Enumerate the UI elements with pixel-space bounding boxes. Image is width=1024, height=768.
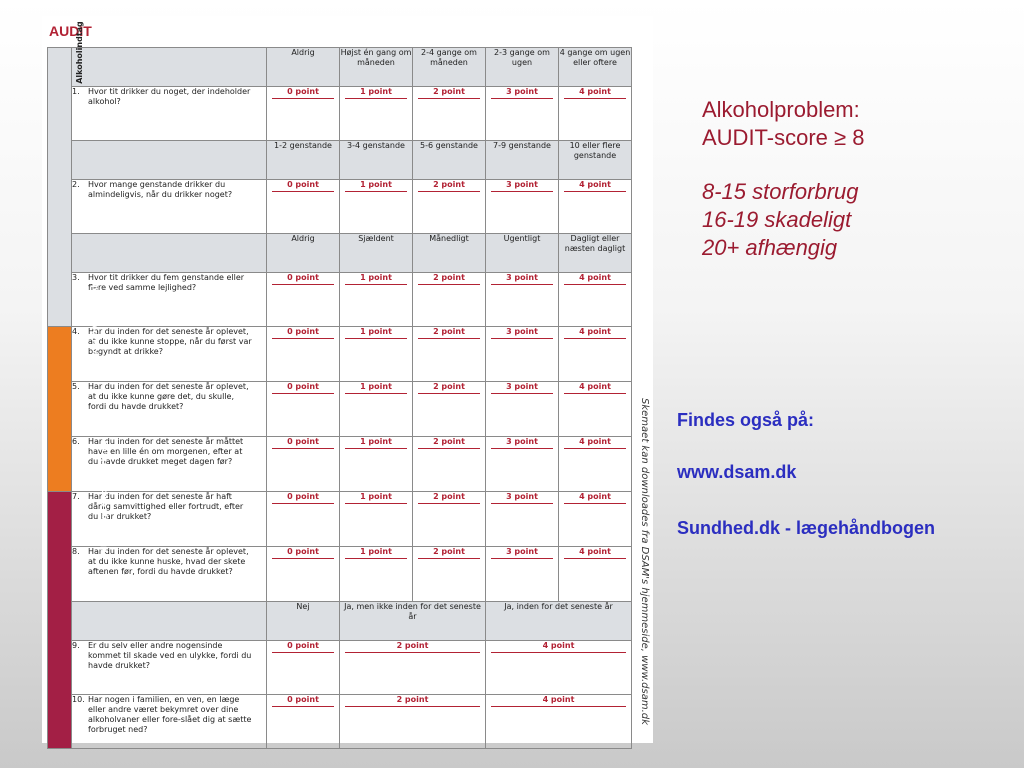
column-header: Ugentligt [486, 234, 559, 273]
column-header: 2-3 gange om ugen [486, 48, 559, 87]
range-afhaengig: 20+ afhængig [702, 235, 838, 260]
score-option: 3 point [491, 327, 553, 339]
question-text: Har nogen i familien, en ven, en læge eller andre været bekymret over dine alkoholvaner eller fore-slået dig at sætte forbruget ned? [88, 695, 252, 734]
score-option: 2 point [418, 547, 480, 559]
score-option: 2 point [418, 382, 480, 394]
question-number: 2. [72, 180, 80, 189]
question-text: Hvor tit drikker du noget, der indeholder alkohol? [88, 87, 251, 106]
audit-form-image [42, 16, 653, 743]
question-text: Hvor tit drikker du fem genstande eller flere ved samme lejlighed? [88, 273, 245, 292]
score-option: 2 point [418, 437, 480, 449]
score-option: 1 point [345, 87, 407, 99]
score-option: 2 point [418, 327, 480, 339]
score-option: 3 point [491, 87, 553, 99]
score-option: 4 point [564, 492, 626, 504]
download-note: Skemaet kan downloades fra DSAM's hjemmeside, www.dsam.dk [639, 398, 650, 725]
column-header: 2-4 gange om måneden [413, 48, 486, 87]
question-row [48, 641, 632, 695]
score-option: 1 point [345, 327, 407, 339]
column-header: Aldrig [267, 234, 340, 273]
score-option: 0 point [272, 437, 334, 449]
question-row [48, 180, 632, 234]
score-option: 1 point [345, 492, 407, 504]
question-number: 6. [72, 437, 80, 446]
score-option: 2 point [418, 180, 480, 192]
question-number: 10. [72, 695, 85, 704]
score-option: 0 point [272, 641, 334, 653]
score-option: 3 point [491, 492, 553, 504]
column-header: 7-9 genstande [486, 141, 559, 180]
score-option: 0 point [272, 87, 334, 99]
question-text: Har du inden for det seneste år oplevet, at du ikke kunne stoppe, når du først var begyndt at drikke? [88, 327, 252, 356]
question-text: Har du inden for det seneste år oplevet, at du ikke kunne huske, hvad der skete aftenen før, fordi du havde drukket? [88, 547, 249, 576]
score-option: 0 point [272, 327, 334, 339]
score-option: 4 point [564, 382, 626, 394]
form-title: AUDIT [49, 23, 92, 39]
question-text: Hvor mange genstande drikker du almindeligvis, når du drikker noget? [88, 180, 233, 199]
range-storforbrug: 8-15 storforbrug [702, 179, 859, 204]
score-option: 4 point [564, 327, 626, 339]
score-option: 4 point [564, 547, 626, 559]
column-header: Aldrig [267, 48, 340, 87]
score-option: 0 point [272, 492, 334, 504]
column-header: Sjældent [340, 234, 413, 273]
score-option: 2 point [418, 492, 480, 504]
column-header: Månedligt [413, 234, 486, 273]
section-skadeligt-alkoholforbrug: Skadeligt alkoholforbrug [48, 492, 72, 749]
question-text: Har du inden for det seneste år måttet have en lille én om morgenen, efter at du havde drukket meget dagen før? [88, 437, 244, 466]
score-option: 3 point [491, 547, 553, 559]
link-dsam[interactable]: www.dsam.dk [677, 462, 797, 482]
column-header: Højst én gang om måneden [340, 48, 413, 87]
score-option: 0 point [272, 382, 334, 394]
question-row [48, 273, 632, 327]
score-option: 4 point [491, 641, 626, 653]
score-option: 4 point [564, 437, 626, 449]
score-option: 3 point [491, 180, 553, 192]
score-option: 0 point [272, 695, 334, 707]
column-header: 1-2 genstande [267, 141, 340, 180]
section-alkoholindtag: Alkoholindtag [48, 48, 72, 327]
column-header: Nej [267, 602, 340, 641]
question-number: 5. [72, 382, 80, 391]
question-number: 8. [72, 547, 80, 556]
score-option: 3 point [491, 273, 553, 285]
question-text: Er du selv eller andre nogensinde kommet til skade ved en ulykke, fordi du havde drukket? [88, 641, 252, 670]
question-row [48, 492, 632, 547]
question-row [48, 382, 632, 437]
column-header: Dagligt eller næsten dagligt [559, 234, 632, 273]
score-option: 1 point [345, 547, 407, 559]
question-number: 7. [72, 492, 80, 501]
score-option: 1 point [345, 437, 407, 449]
problem-heading: Alkoholproblem: [702, 97, 860, 122]
score-option: 2 point [418, 273, 480, 285]
score-option: 1 point [345, 180, 407, 192]
question-row [48, 327, 632, 382]
score-option: 4 point [564, 180, 626, 192]
header-row-occasion [48, 234, 632, 273]
column-header: 5-6 genstande [413, 141, 486, 180]
question-row [48, 547, 632, 602]
score-option: 4 point [564, 87, 626, 99]
section-alkoholafhaengighed: Alkoholafhængighed [48, 327, 72, 492]
score-threshold: AUDIT-score ≥ 8 [702, 125, 865, 150]
score-option: 0 point [272, 180, 334, 192]
question-text: Har du inden for det seneste år oplevet, at du ikke kunne gøre det, du skulle, fordi du havde drukket? [88, 382, 249, 411]
column-header: 4 gange om ugen eller oftere [559, 48, 632, 87]
score-option: 2 point [345, 695, 480, 707]
header-row-frequency [48, 48, 632, 87]
question-row [48, 437, 632, 492]
column-header: 3-4 genstande [340, 141, 413, 180]
score-option: 2 point [345, 641, 480, 653]
score-option: 3 point [491, 382, 553, 394]
link-sundhed[interactable]: Sundhed.dk - lægehåndbogen [677, 518, 935, 538]
score-option: 0 point [272, 273, 334, 285]
column-header: 10 eller flere genstande [559, 141, 632, 180]
question-number: 4. [72, 327, 80, 336]
range-skadeligt: 16-19 skadeligt [702, 207, 852, 232]
score-option: 1 point [345, 273, 407, 285]
score-interpretation [702, 96, 864, 262]
column-header: Ja, inden for det seneste år [486, 602, 632, 641]
question-number: 9. [72, 641, 80, 650]
header-row-yes-no [48, 602, 632, 641]
question-number: 3. [72, 273, 80, 282]
question-row [48, 87, 632, 141]
question-text: Har du inden for det seneste år haft dårlig samvittighed eller fortrudt, efter du har drukket? [88, 492, 244, 521]
links-label: Findes også på: [677, 410, 815, 430]
score-option: 4 point [491, 695, 626, 707]
header-row-drinks [48, 141, 632, 180]
score-option: 0 point [272, 547, 334, 559]
score-option: 1 point [345, 382, 407, 394]
score-option: 2 point [418, 87, 480, 99]
column-header: Ja, men ikke inden for det seneste år [340, 602, 486, 641]
question-number: 1. [72, 87, 80, 96]
question-row [48, 695, 632, 749]
score-option: 4 point [564, 273, 626, 285]
score-option: 3 point [491, 437, 553, 449]
